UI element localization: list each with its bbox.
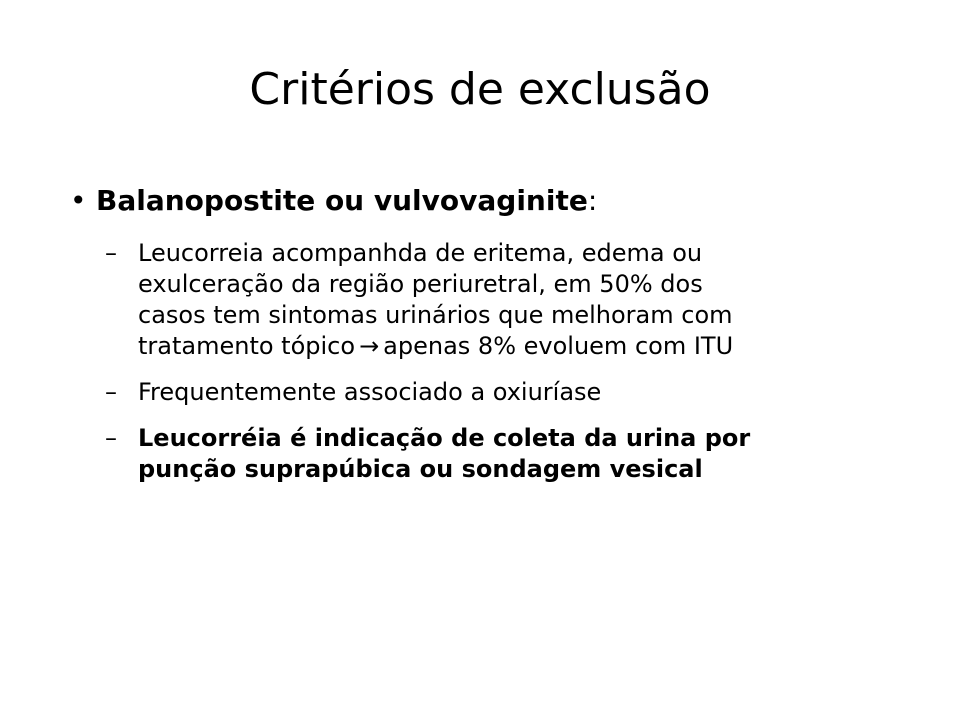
sub-bullet-list (105, 238, 905, 500)
sub-bullet-line (105, 331, 905, 362)
sub-bullet-leucorreia (105, 238, 905, 362)
sub-bullet-line: casos tem sintomas urinários que melhoram com (138, 301, 733, 329)
sub-bullet-oxiuriase (105, 377, 905, 408)
sub-bullet-text-after-arrow: apenas 8% evoluem com ITU (383, 332, 734, 360)
right-arrow-icon: → (359, 332, 380, 360)
sub-bullet-marker: – (105, 239, 117, 267)
slide-title: Critérios de exclusão (249, 64, 711, 115)
sub-bullet-marker: – (105, 424, 117, 452)
sub-bullet-line: Leucorréia é indicação de coleta da urina por (138, 424, 751, 452)
sub-bullet-text-before-arrow: tratamento tópico (138, 332, 356, 360)
sub-bullet-coleta-urina (105, 423, 905, 485)
sub-bullet-line: Frequentemente associado a oxiuríase (138, 378, 602, 406)
sub-bullet-line: exulceração da região periuretral, em 50% dos (138, 270, 703, 298)
sub-bullet-marker: – (105, 378, 117, 406)
bullet-heading-suffix: : (587, 184, 598, 217)
bullet-marker: • (70, 184, 87, 217)
bullet-heading-bold: Balanopostite ou vulvovaginite (96, 184, 588, 217)
sub-bullet-line: punção suprapúbica ou sondagem vesical (138, 455, 703, 483)
sub-bullet-line: Leucorreia acompanhda de eritema, edema ou (138, 239, 703, 267)
bullet-heading-text (96, 183, 597, 219)
